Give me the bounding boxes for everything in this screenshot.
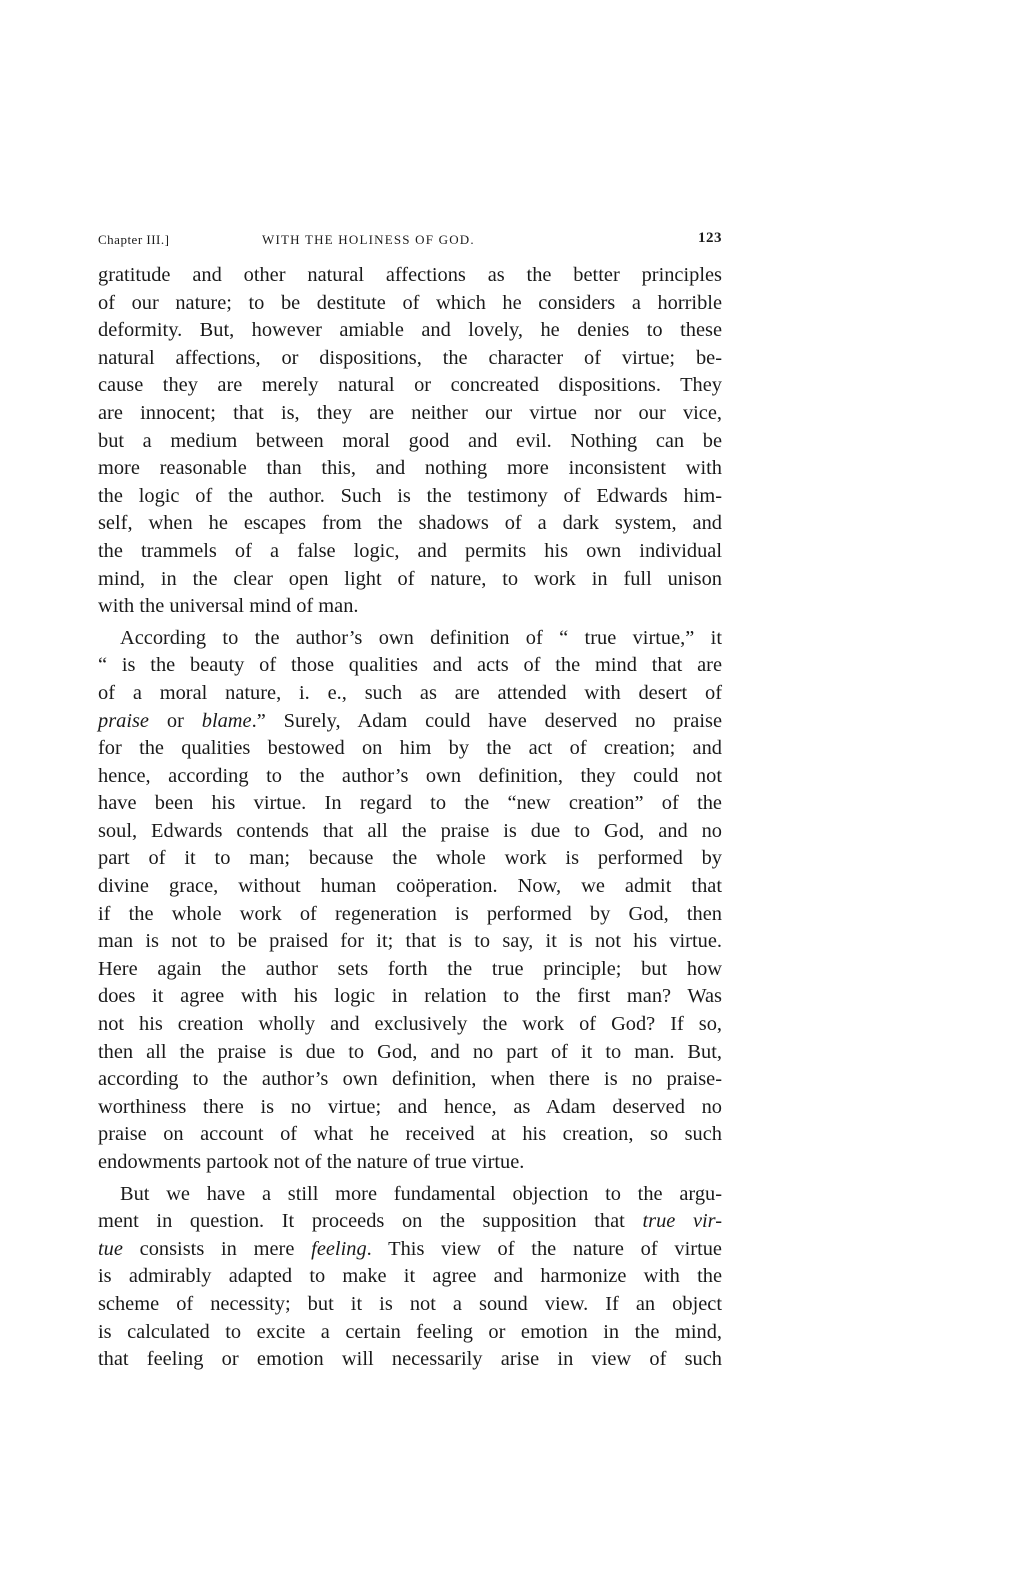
text-line: divine grace, without human coöperation. Now, we admit that [98, 875, 722, 898]
text-line: for the qualities bestowed on him by the act of creation; and [98, 737, 722, 760]
text-line: mind, in the clear open light of nature, to work in full unison [98, 567, 722, 590]
text-line: scheme of necessity; but it is not a sound view. If an object [98, 1292, 722, 1315]
text-line: endowments partook not of the nature of true virtue. [98, 1151, 525, 1173]
text-line: according to the author’s own definition, when there is no praise- [98, 1068, 722, 1091]
running-head [98, 226, 722, 256]
text-line: the trammels of a false logic, and permits his own individual [98, 539, 722, 562]
text-line: is calculated to excite a certain feeling or emotion in the mind, [98, 1320, 722, 1343]
text-line: self, when he escapes from the shadows of a dark system, and [98, 512, 722, 535]
text-line: praise or blame.” Surely, Adam could have deserved no praise [98, 709, 722, 732]
text-line: part of it to man; because the whole work is performed by [98, 847, 722, 870]
text-line: worthiness there is no virtue; and hence, as Adam deserved no [98, 1095, 722, 1118]
paragraph-1 [98, 262, 722, 621]
text-line: more reasonable than this, and nothing more inconsistent with [98, 457, 722, 480]
paragraph-3 [98, 1181, 722, 1374]
text-line: not his creation wholly and exclusively the work of God? If so, [98, 1013, 722, 1036]
body-text [98, 262, 722, 1374]
text-line: the logic of the author. Such is the testimony of Edwards him- [98, 484, 722, 507]
text-line: hence, according to the author’s own definition, they could not [98, 764, 722, 787]
text-line: “ is the beauty of those qualities and acts of the mind that are [98, 654, 722, 677]
paragraph-2 [98, 625, 722, 1177]
text-line: natural affections, or dispositions, the character of virtue; be- [98, 346, 722, 369]
page-number: 123 [698, 230, 722, 246]
text-line: are innocent; that is, they are neither our virtue nor our vice, [98, 401, 722, 424]
text-line: is admirably adapted to make it agree and harmonize with the [98, 1265, 722, 1288]
text-line: praise on account of what he received at his creation, so such [98, 1123, 722, 1146]
text-line: According to the author’s own definition of “ true virtue,” it [120, 626, 722, 649]
text-line: cause they are merely natural or concreated dispositions. They [98, 374, 722, 397]
text-line: man is not to be praised for it; that is to say, it is not his virtue. [98, 930, 722, 953]
chapter-label: Chapter III.] [98, 232, 170, 247]
text-line: then all the praise is due to God, and no part of it to man. But, [98, 1040, 722, 1063]
running-title: WITH THE HOLINESS OF GOD. [262, 232, 475, 247]
text-line: ment in question. It proceeds on the supposition that true vir- [98, 1210, 722, 1233]
text-line: soul, Edwards contends that all the praise is due to God, and no [98, 819, 722, 842]
text-line: with the universal mind of man. [98, 595, 359, 618]
book-page [98, 226, 722, 1378]
text-line: deformity. But, however amiable and lovely, he denies to these [98, 319, 722, 342]
text-line: if the whole work of regeneration is performed by God, then [98, 902, 722, 925]
text-line: that feeling or emotion will necessarily arise in view of such [98, 1348, 722, 1371]
text-line: Here again the author sets forth the true principle; but how [98, 957, 722, 980]
text-line: but a medium between moral good and evil. Nothing can be [98, 429, 722, 452]
text-line: have been his virtue. In regard to the “new creation” of the [98, 792, 722, 815]
text-line: gratitude and other natural affections as the better principles [98, 264, 722, 286]
text-line: of our nature; to be destitute of which he considers a horrible [98, 291, 722, 314]
text-line: does it agree with his logic in relation to the first man? Was [98, 985, 722, 1008]
text-line: But we have a still more fundamental objection to the argu- [120, 1182, 722, 1205]
text-line: of a moral nature, i. e., such as are attended with desert of [98, 681, 722, 704]
text-line: tue consists in mere feeling. This view of the nature of virtue [98, 1237, 722, 1260]
